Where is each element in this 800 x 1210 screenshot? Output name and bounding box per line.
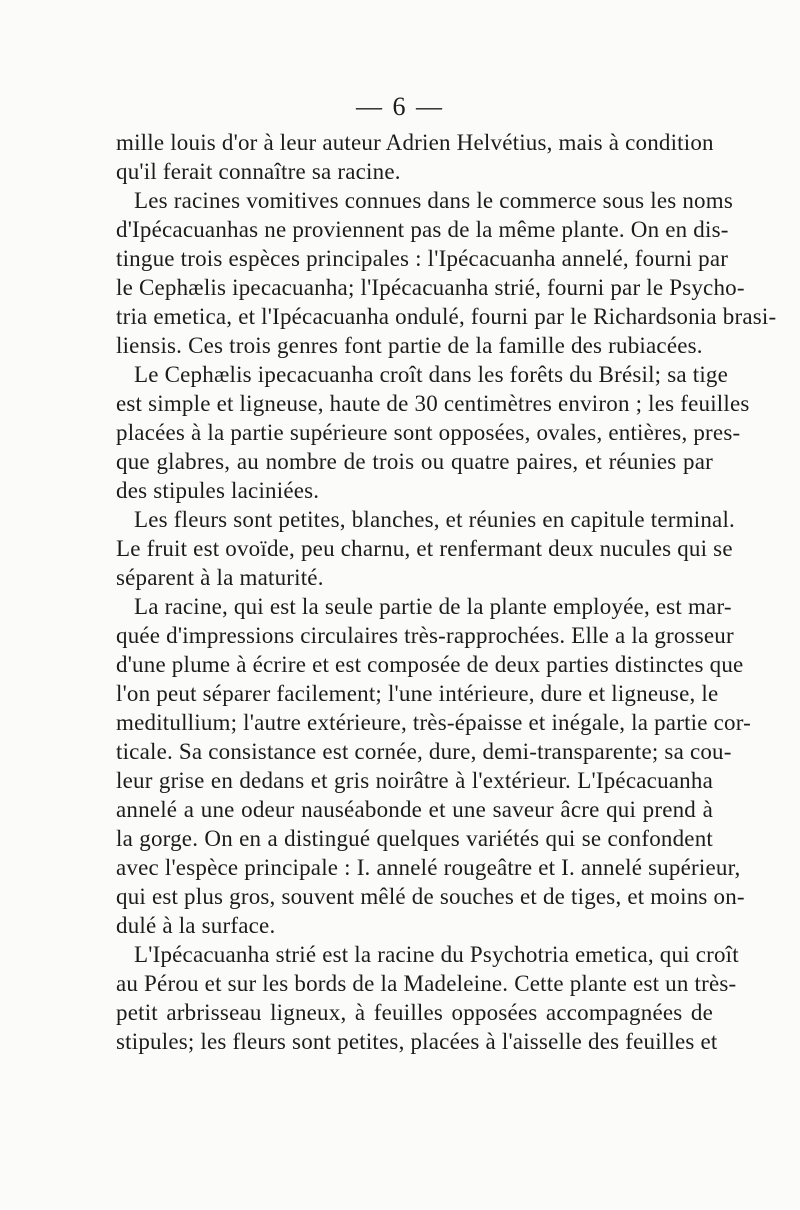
text-line: séparent à la maturité. xyxy=(116,565,324,590)
text-line: petit arbrisseau ligneux, à feuilles opposées accompagnées de xyxy=(116,1000,713,1025)
text-line: d'une plume à écrire et est composée de deux parties distinctes que xyxy=(116,652,744,677)
text-line: qui est plus gros, souvent mêlé de souches et de tiges, et moins on- xyxy=(116,884,745,909)
text-line: des stipules laciniées. xyxy=(116,478,320,503)
text-line: L'Ipécacuanha strié est la racine du Psychotria emetica, qui croît xyxy=(134,942,739,967)
text-line: qu'il ferait connaître sa racine. xyxy=(116,159,401,184)
text-line: que glabres, au nombre de trois ou quatre paires, et réunies par xyxy=(116,449,713,474)
text-line: Les racines vomitives connues dans le commerce sous les noms xyxy=(134,188,733,213)
text-line: meditullium; l'autre extérieure, très-épaisse et inégale, la partie cor- xyxy=(116,710,751,735)
text-line: mille louis d'or à leur auteur Adrien Helvétius, mais à condition xyxy=(116,130,714,155)
text-line: au Pérou et sur les bords de la Madeleine. Cette plante est un très- xyxy=(116,971,737,996)
text-line: l'on peut séparer facilement; l'une intérieure, dure et ligneuse, le xyxy=(116,681,719,706)
text-line: la gorge. On en a distingué quelques variétés qui se confondent xyxy=(116,826,713,851)
text-line: dulé à la surface. xyxy=(116,913,276,938)
text-line: tingue trois espèces principales : l'Ipécacuanha annelé, fourni par xyxy=(116,246,729,271)
text-line: est simple et ligneuse, haute de 30 centimètres environ ; les feuilles xyxy=(116,391,750,416)
text-line: d'Ipécacuanhas ne proviennent pas de la même plante. On en dis- xyxy=(116,217,729,242)
text-line: annelé a une odeur nauséabonde et une saveur âcre qui prend à xyxy=(116,797,713,822)
page-number: — 6 — xyxy=(356,92,444,121)
text-line: leur grise en dedans et gris noirâtre à l'extérieur. L'Ipécacuanha xyxy=(116,768,713,793)
text-line: La racine, qui est la seule partie de la plante employée, est mar- xyxy=(134,594,732,619)
text-line: placées à la partie supérieure sont opposées, ovales, entières, pres- xyxy=(116,420,741,445)
text-line: Le fruit est ovoïde, peu charnu, et renfermant deux nucules qui se xyxy=(116,536,733,561)
text-line: stipules; les fleurs sont petites, placées à l'aisselle des feuilles et xyxy=(116,1029,718,1054)
body-text xyxy=(116,128,777,1056)
text-line: le Cephælis ipecacuanha; l'Ipécacuanha strié, fourni par le Psycho- xyxy=(116,275,745,300)
text-line: ticale. Sa consistance est cornée, dure, demi-transparente; sa cou- xyxy=(116,739,732,764)
text-line: Le Cephælis ipecacuanha croît dans les forêts du Brésil; sa tige xyxy=(134,362,729,387)
text-line: Les fleurs sont petites, blanches, et réunies en capitule terminal. xyxy=(134,507,735,532)
text-line: tria emetica, et l'Ipécacuanha ondulé, fourni par le Richardsonia brasi- xyxy=(116,304,777,329)
text-line: avec l'espèce principale : I. annelé rougeâtre et I. annelé supérieur, xyxy=(116,855,741,880)
text-line: quée d'impressions circulaires très-rapprochées. Elle a la grosseur xyxy=(116,623,734,648)
text-line: liensis. Ces trois genres font partie de la famille des rubiacées. xyxy=(116,333,703,358)
